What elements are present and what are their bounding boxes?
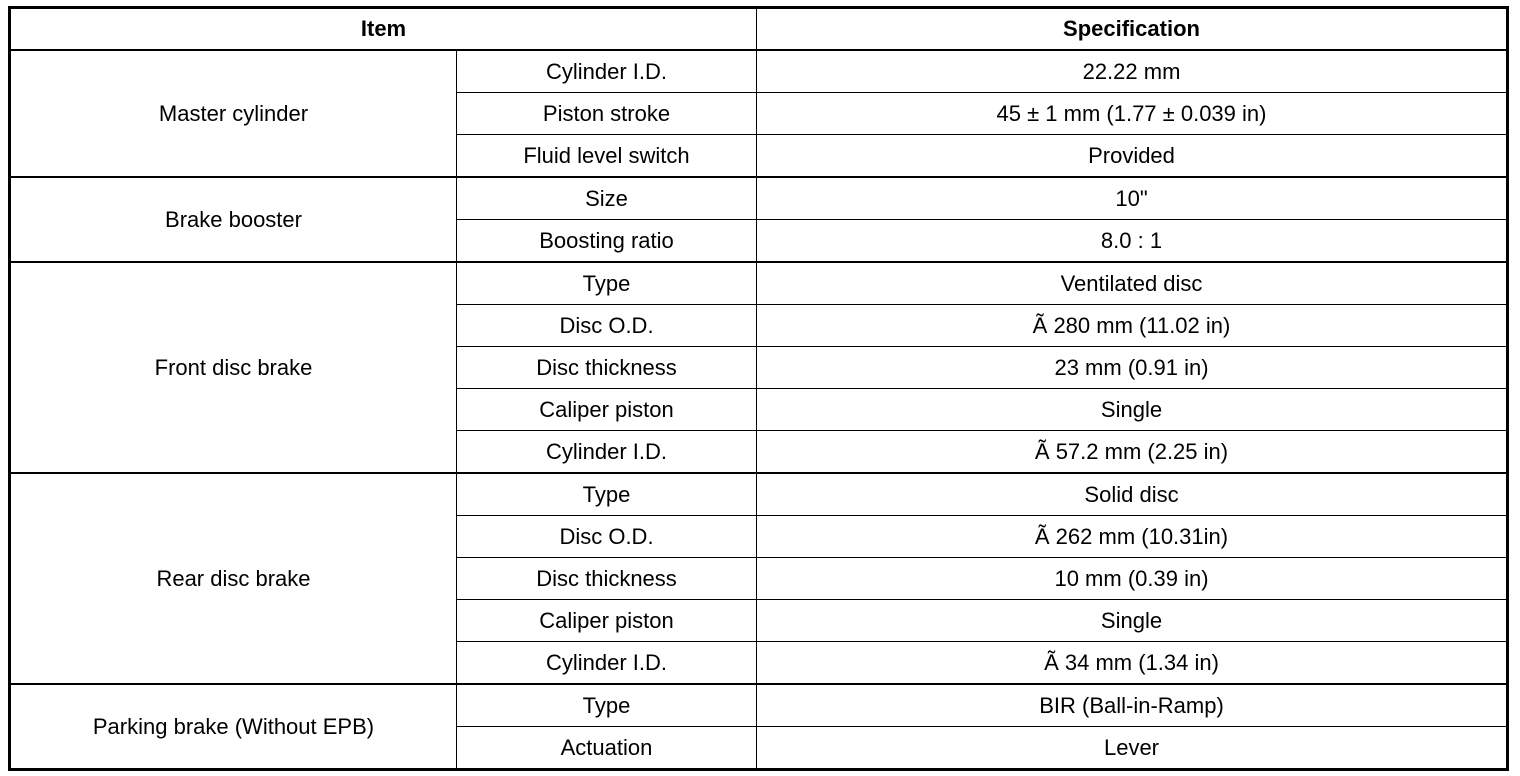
group-label: Rear disc brake [10,473,457,684]
item-cell: Type [457,473,757,516]
item-cell: Actuation [457,727,757,770]
item-cell: Type [457,262,757,305]
item-cell: Caliper piston [457,389,757,431]
spec-cell: Single [757,600,1508,642]
item-cell: Cylinder I.D. [457,431,757,474]
table-row [10,50,1508,93]
table-header-row [10,8,1508,51]
specification-table [8,6,1509,771]
spec-cell: Single [757,389,1508,431]
header-item: Item [10,8,757,51]
item-cell: Disc thickness [457,347,757,389]
header-specification: Specification [757,8,1508,51]
item-cell: Disc O.D. [457,305,757,347]
spec-cell: Lever [757,727,1508,770]
spec-cell: Provided [757,135,1508,178]
spec-cell: 10 mm (0.39 in) [757,558,1508,600]
item-cell: Fluid level switch [457,135,757,178]
table-row [10,262,1508,305]
spec-cell: 23 mm (0.91 in) [757,347,1508,389]
spec-cell: Ã 57.2 mm (2.25 in) [757,431,1508,474]
table-row [10,473,1508,516]
item-cell: Piston stroke [457,93,757,135]
group-label: Brake booster [10,177,457,262]
table-row [10,177,1508,220]
item-cell: Cylinder I.D. [457,642,757,685]
spec-cell: Solid disc [757,473,1508,516]
group-label: Master cylinder [10,50,457,177]
spec-cell: 8.0 : 1 [757,220,1508,263]
spec-cell: Ventilated disc [757,262,1508,305]
group-label: Parking brake (Without EPB) [10,684,457,770]
item-cell: Type [457,684,757,727]
item-cell: Boosting ratio [457,220,757,263]
spec-cell: Ã 280 mm (11.02 in) [757,305,1508,347]
item-cell: Disc thickness [457,558,757,600]
item-cell: Cylinder I.D. [457,50,757,93]
spec-cell: 45 ± 1 mm (1.77 ± 0.039 in) [757,93,1508,135]
spec-cell: 10" [757,177,1508,220]
item-cell: Size [457,177,757,220]
item-cell: Caliper piston [457,600,757,642]
table-row [10,684,1508,727]
item-cell: Disc O.D. [457,516,757,558]
spec-cell: Ã 34 mm (1.34 in) [757,642,1508,685]
spec-cell: Ã 262 mm (10.31in) [757,516,1508,558]
spec-cell: BIR (Ball-in-Ramp) [757,684,1508,727]
group-label: Front disc brake [10,262,457,473]
spec-cell: 22.22 mm [757,50,1508,93]
